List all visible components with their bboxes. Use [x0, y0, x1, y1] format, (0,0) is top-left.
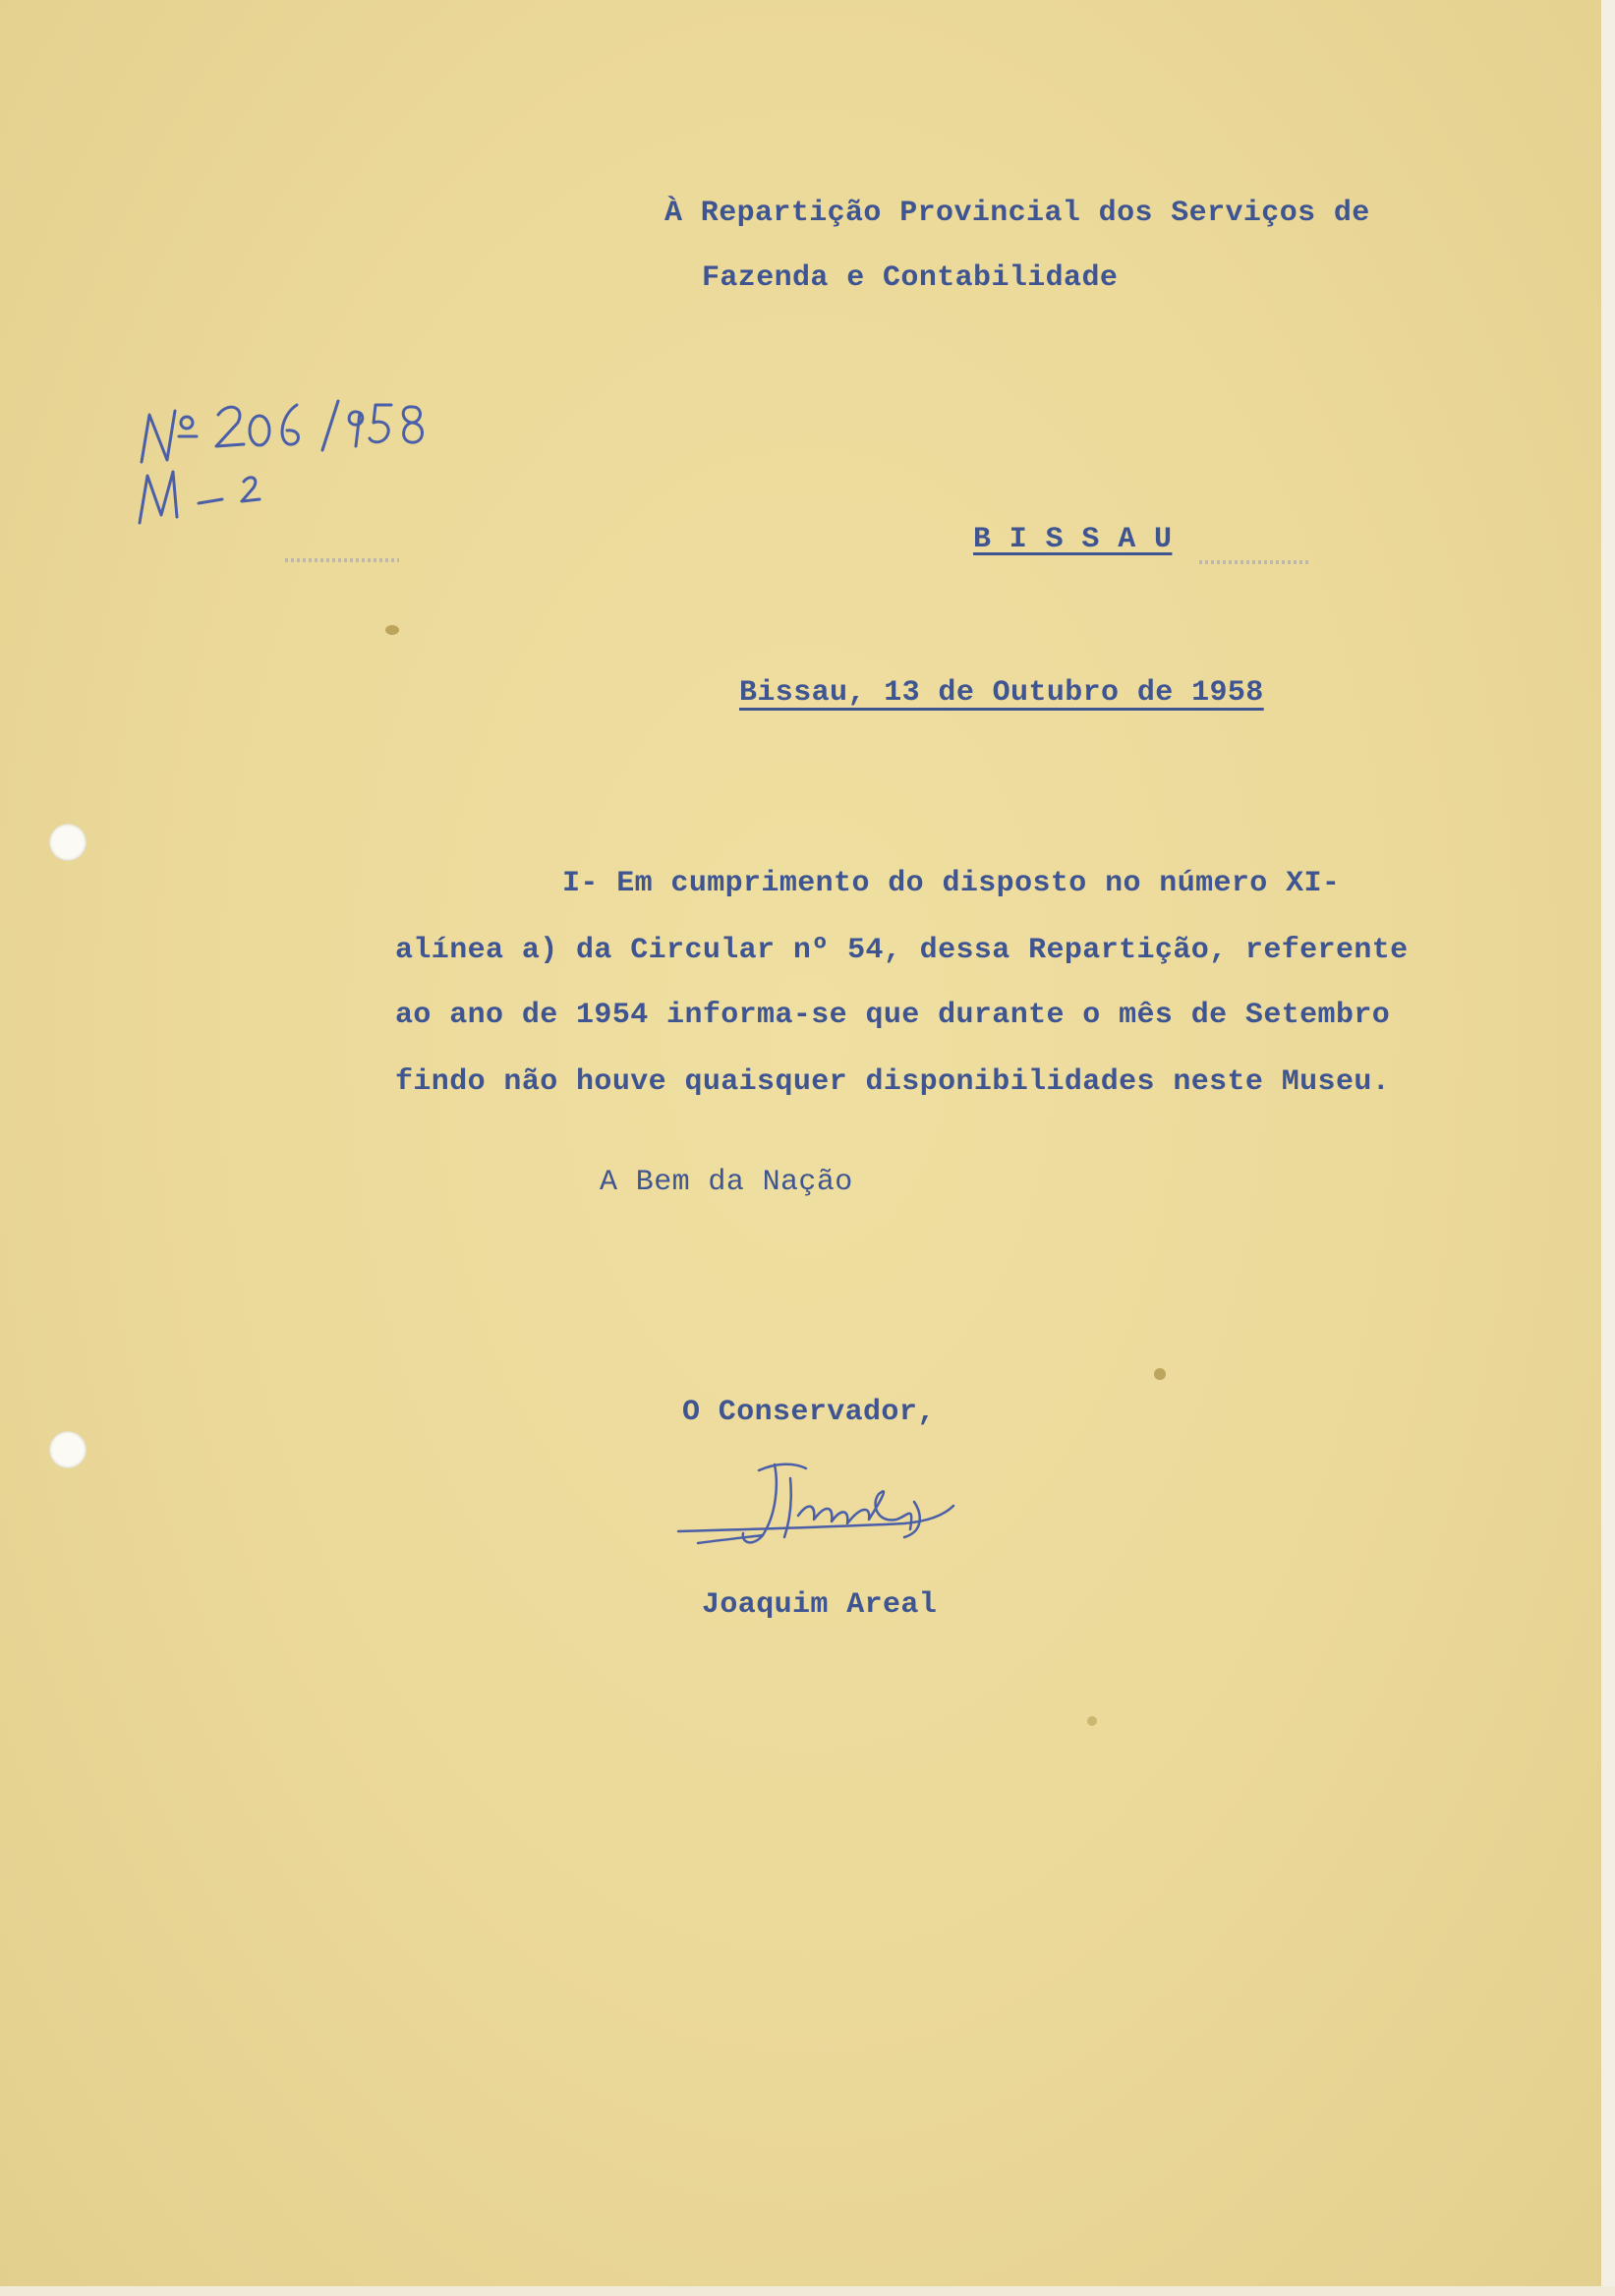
body-line-2: alínea a) da Circular nº 54, dessa Repartição, referente: [395, 934, 1409, 967]
signatory-name: Joaquim Areal: [702, 1588, 938, 1622]
recipient-line-2: Fazenda e Contabilidade: [702, 261, 1119, 295]
paper-stain: [385, 625, 399, 635]
body-line-1: I- Em cumprimento do disposto no número XI-: [562, 867, 1341, 900]
body-line-3: ao ano de 1954 informa-se que durante o mês de Setembro: [395, 999, 1391, 1032]
handwritten-reference-note: [128, 393, 442, 541]
paper-stain: [1087, 1716, 1097, 1726]
handwritten-signature: [668, 1445, 993, 1592]
faint-typed-mark: [1199, 560, 1309, 564]
body-line-4: findo não houve quaisquer disponibilidades neste Museu.: [395, 1065, 1391, 1099]
closing-salutation: A Bem da Nação: [600, 1166, 853, 1199]
punch-hole-lower: [49, 1431, 87, 1468]
faint-typed-mark: [285, 558, 399, 562]
date-line: Bissau, 13 de Outubro de 1958: [739, 676, 1264, 710]
destination-heading: B I S S A U: [973, 523, 1173, 556]
punch-hole-upper: [49, 824, 87, 861]
page-edge-right: [1601, 0, 1615, 2296]
paper-stain: [1154, 1368, 1166, 1380]
recipient-line-1: À Repartição Provincial dos Serviços de: [664, 197, 1370, 230]
page-edge-bottom: [0, 2286, 1615, 2296]
signatory-title: O Conservador,: [682, 1396, 936, 1429]
